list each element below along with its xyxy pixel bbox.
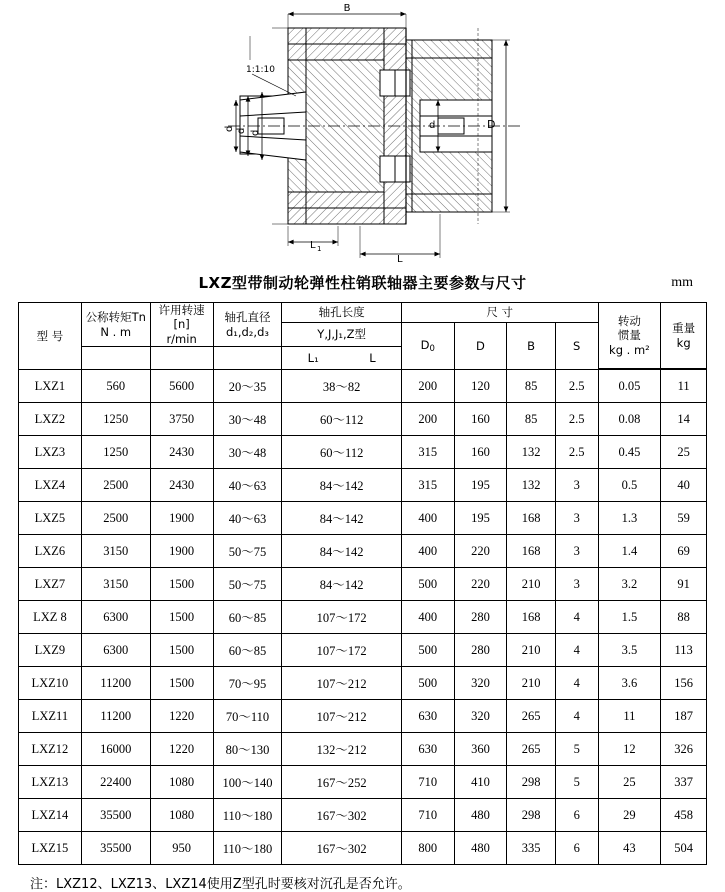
cell-torque: 2500 [81,502,150,535]
cell-model: LXZ1 [19,370,82,403]
cell-len: 107～212 [282,667,402,700]
coupling-figure [0,0,725,272]
cell-S: 6 [555,799,598,832]
cell-model: LXZ2 [19,403,82,436]
table-row [19,436,707,469]
cell-bore: 70～95 [213,667,282,700]
cell-inertia: 29 [598,799,661,832]
figure-label-L: L [397,254,403,265]
cell-bore: 110～180 [213,799,282,832]
cell-D: 280 [454,634,507,667]
header-D0-text: D [420,337,430,352]
header-speed [150,303,213,347]
cell-speed: 1080 [150,799,213,832]
figure-label-L1: L [310,240,316,251]
table-header [19,303,707,370]
cell-S: 5 [555,733,598,766]
cell-D0: 500 [401,667,454,700]
cell-torque: 11200 [81,700,150,733]
cell-D: 195 [454,502,507,535]
cell-S: 4 [555,601,598,634]
cell-D: 320 [454,667,507,700]
coupling-drawing [0,0,725,272]
cell-B: 132 [507,469,556,502]
table-row [19,403,707,436]
cell-B: 298 [507,799,556,832]
cell-weight: 337 [661,766,707,799]
figure-label-L1-sub: 1 [317,245,322,253]
table-title-row [0,272,725,302]
cell-len: 84～142 [282,502,402,535]
cell-S: 3 [555,535,598,568]
header-weight-line1: 重量 [672,321,696,336]
cell-speed: 2430 [150,436,213,469]
cell-model: LXZ6 [19,535,82,568]
table-row [19,601,707,634]
header-bore-type: Y,J,J₁,Z型 [282,323,402,347]
cell-D: 280 [454,601,507,634]
unit-label: mm [671,275,693,290]
cell-torque: 35500 [81,799,150,832]
header-S: S [555,323,598,370]
table-row [19,733,707,766]
cell-D0: 315 [401,436,454,469]
cell-D0: 500 [401,568,454,601]
cell-model: LXZ 8 [19,601,82,634]
cell-weight: 91 [661,568,707,601]
cell-B: 335 [507,832,556,865]
cell-len: 132～212 [282,733,402,766]
cell-D0: 200 [401,370,454,403]
cell-B: 265 [507,700,556,733]
header-torque-line2: N . m [100,324,132,339]
cell-weight: 11 [661,370,707,403]
cell-len: 107～172 [282,601,402,634]
cell-inertia: 0.08 [598,403,661,436]
cell-len: 84～142 [282,469,402,502]
header-inertia [598,303,661,369]
spec-table [18,302,707,865]
cell-bore: 80～130 [213,733,282,766]
cell-speed: 1500 [150,568,213,601]
cell-D: 410 [454,766,507,799]
cell-bore: 30～48 [213,436,282,469]
table-row [19,700,707,733]
cell-B: 298 [507,766,556,799]
figure-label-d-right: d [429,120,436,131]
cell-inertia: 1.4 [598,535,661,568]
cell-len: 60～112 [282,436,402,469]
header-torque-unit-spacer [81,347,150,370]
header-B: B [507,323,556,370]
cell-model: LXZ3 [19,436,82,469]
cell-model: LXZ9 [19,634,82,667]
cell-inertia: 1.3 [598,502,661,535]
header-bore-dia-line1: 轴孔直径 [224,310,271,325]
cell-torque: 3150 [81,535,150,568]
header-inertia-line3: kg . m² [609,342,650,357]
cell-len: 167～252 [282,766,402,799]
header-speed-unit-spacer [150,347,213,370]
page-title: LXZ型带制动轮弹性柱销联轴器主要参数与尺寸 [198,274,527,292]
cell-D0: 400 [401,502,454,535]
cell-len: 60～112 [282,403,402,436]
figure-label-taper: 1:1:10 [246,65,275,75]
figure-label-d0: d [250,129,261,136]
cell-D: 220 [454,568,507,601]
cell-D: 360 [454,733,507,766]
cell-inertia: 25 [598,766,661,799]
table-body [19,370,707,865]
table-row [19,832,707,865]
cell-len: 84～142 [282,568,402,601]
cell-inertia: 3.2 [598,568,661,601]
header-speed-line1: 许用转速 [158,303,205,317]
cell-len: 84～142 [282,535,402,568]
cell-bore: 60～85 [213,601,282,634]
cell-D: 480 [454,799,507,832]
cell-speed: 1500 [150,667,213,700]
cell-model: LXZ10 [19,667,82,700]
cell-inertia: 12 [598,733,661,766]
cell-inertia: 1.5 [598,601,661,634]
cell-D: 160 [454,403,507,436]
header-speed-line3: r/min [166,331,197,346]
cell-bore: 50～75 [213,535,282,568]
header-bore-dia-line2: d₁,d₂,d₃ [225,324,269,339]
cell-S: 6 [555,832,598,865]
header-torque [81,303,150,347]
cell-speed: 1220 [150,700,213,733]
cell-model: LXZ15 [19,832,82,865]
cell-S: 4 [555,667,598,700]
cell-weight: 187 [661,700,707,733]
cell-D: 160 [454,436,507,469]
cell-model: LXZ4 [19,469,82,502]
cell-B: 168 [507,535,556,568]
cell-speed: 950 [150,832,213,865]
cell-torque: 3150 [81,568,150,601]
header-L: L [369,350,376,365]
cell-B: 85 [507,370,556,403]
cell-torque: 6300 [81,601,150,634]
cell-torque: 11200 [81,667,150,700]
cell-D: 195 [454,469,507,502]
cell-speed: 1500 [150,601,213,634]
cell-B: 210 [507,667,556,700]
cell-D0: 710 [401,799,454,832]
cell-torque: 2500 [81,469,150,502]
cell-model: LXZ7 [19,568,82,601]
table-footnote: 注：LXZ12、LXZ13、LXZ14使用Z型孔时要核对沉孔是否允许。 [30,877,411,892]
cell-model: LXZ5 [19,502,82,535]
cell-speed: 3750 [150,403,213,436]
header-model: 型 号 [19,303,82,370]
cell-bore: 100～140 [213,766,282,799]
cell-D0: 200 [401,403,454,436]
cell-inertia: 3.6 [598,667,661,700]
cell-speed: 1080 [150,766,213,799]
header-bore-L-group [282,347,402,370]
cell-S: 2.5 [555,403,598,436]
cell-len: 38～82 [282,370,402,403]
cell-D: 220 [454,535,507,568]
header-speed-line2: [n] [173,317,190,332]
cell-weight: 40 [661,469,707,502]
table-row [19,766,707,799]
cell-bore: 40～63 [213,469,282,502]
table-row [19,799,707,832]
header-dims: 尺 寸 [401,303,598,323]
header-bore-length: 轴孔长度 [282,303,402,323]
cell-speed: 1900 [150,502,213,535]
cell-S: 4 [555,700,598,733]
cell-S: 5 [555,766,598,799]
cell-S: 4 [555,634,598,667]
cell-weight: 69 [661,535,707,568]
figure-label-B: B [343,3,351,14]
cell-S: 3 [555,502,598,535]
cell-speed: 1220 [150,733,213,766]
cell-inertia: 0.5 [598,469,661,502]
cell-B: 132 [507,436,556,469]
cell-bore: 20～35 [213,370,282,403]
header-weight-line2: kg [676,335,691,350]
header-inertia-line1: 转动 [617,314,641,328]
cell-torque: 1250 [81,436,150,469]
cell-speed: 2430 [150,469,213,502]
cell-D: 480 [454,832,507,865]
table-row [19,634,707,667]
cell-weight: 59 [661,502,707,535]
cell-model: LXZ11 [19,700,82,733]
cell-speed: 1500 [150,634,213,667]
cell-torque: 1250 [81,403,150,436]
table-row [19,370,707,403]
cell-B: 210 [507,634,556,667]
header-L1: L₁ [307,350,319,365]
cell-speed: 5600 [150,370,213,403]
cell-bore: 70～110 [213,700,282,733]
cell-weight: 14 [661,403,707,436]
cell-torque: 560 [81,370,150,403]
cell-weight: 88 [661,601,707,634]
cell-model: LXZ13 [19,766,82,799]
cell-D: 120 [454,370,507,403]
cell-bore: 30～48 [213,403,282,436]
table-row [19,502,707,535]
cell-weight: 25 [661,436,707,469]
cell-torque: 22400 [81,766,150,799]
cell-inertia: 0.45 [598,436,661,469]
cell-model: LXZ14 [19,799,82,832]
cell-bore: 110～180 [213,832,282,865]
cell-S: 2.5 [555,436,598,469]
cell-inertia: 43 [598,832,661,865]
header-D: D [454,323,507,370]
cell-model: LXZ12 [19,733,82,766]
header-torque-line1: 公称转矩Tn [85,310,146,325]
table-row [19,469,707,502]
cell-B: 168 [507,601,556,634]
cell-bore: 40～63 [213,502,282,535]
cell-B: 210 [507,568,556,601]
header-bore-unit-spacer [213,347,282,370]
cell-weight: 156 [661,667,707,700]
cell-len: 107～172 [282,634,402,667]
cell-speed: 1900 [150,535,213,568]
cell-B: 265 [507,733,556,766]
header-D0-sub: 0 [429,343,435,354]
cell-torque: 16000 [81,733,150,766]
figure-label-d2: d [224,125,235,132]
table-row [19,568,707,601]
cell-torque: 35500 [81,832,150,865]
cell-D0: 710 [401,766,454,799]
cell-S: 3 [555,469,598,502]
header-bore-dia [213,303,282,347]
cell-len: 167～302 [282,832,402,865]
cell-D0: 315 [401,469,454,502]
cell-D0: 400 [401,535,454,568]
cell-torque: 6300 [81,634,150,667]
table-row [19,667,707,700]
cell-D: 320 [454,700,507,733]
cell-D0: 800 [401,832,454,865]
cell-weight: 458 [661,799,707,832]
cell-B: 168 [507,502,556,535]
figure-label-D: D [487,118,496,131]
cell-bore: 50～75 [213,568,282,601]
cell-inertia: 3.5 [598,634,661,667]
cell-inertia: 11 [598,700,661,733]
figure-label-d1: d [236,127,247,134]
cell-D0: 630 [401,700,454,733]
cell-weight: 326 [661,733,707,766]
cell-weight: 504 [661,832,707,865]
cell-B: 85 [507,403,556,436]
cell-D0: 630 [401,733,454,766]
header-D0 [401,323,454,370]
cell-len: 107～212 [282,700,402,733]
cell-weight: 113 [661,634,707,667]
cell-D0: 500 [401,634,454,667]
cell-bore: 60～85 [213,634,282,667]
header-inertia-line2: 惯量 [617,328,641,343]
table-row [19,535,707,568]
cell-S: 3 [555,568,598,601]
cell-len: 167～302 [282,799,402,832]
header-weight [661,303,707,369]
cell-D0: 400 [401,601,454,634]
cell-S: 2.5 [555,370,598,403]
cell-inertia: 0.05 [598,370,661,403]
